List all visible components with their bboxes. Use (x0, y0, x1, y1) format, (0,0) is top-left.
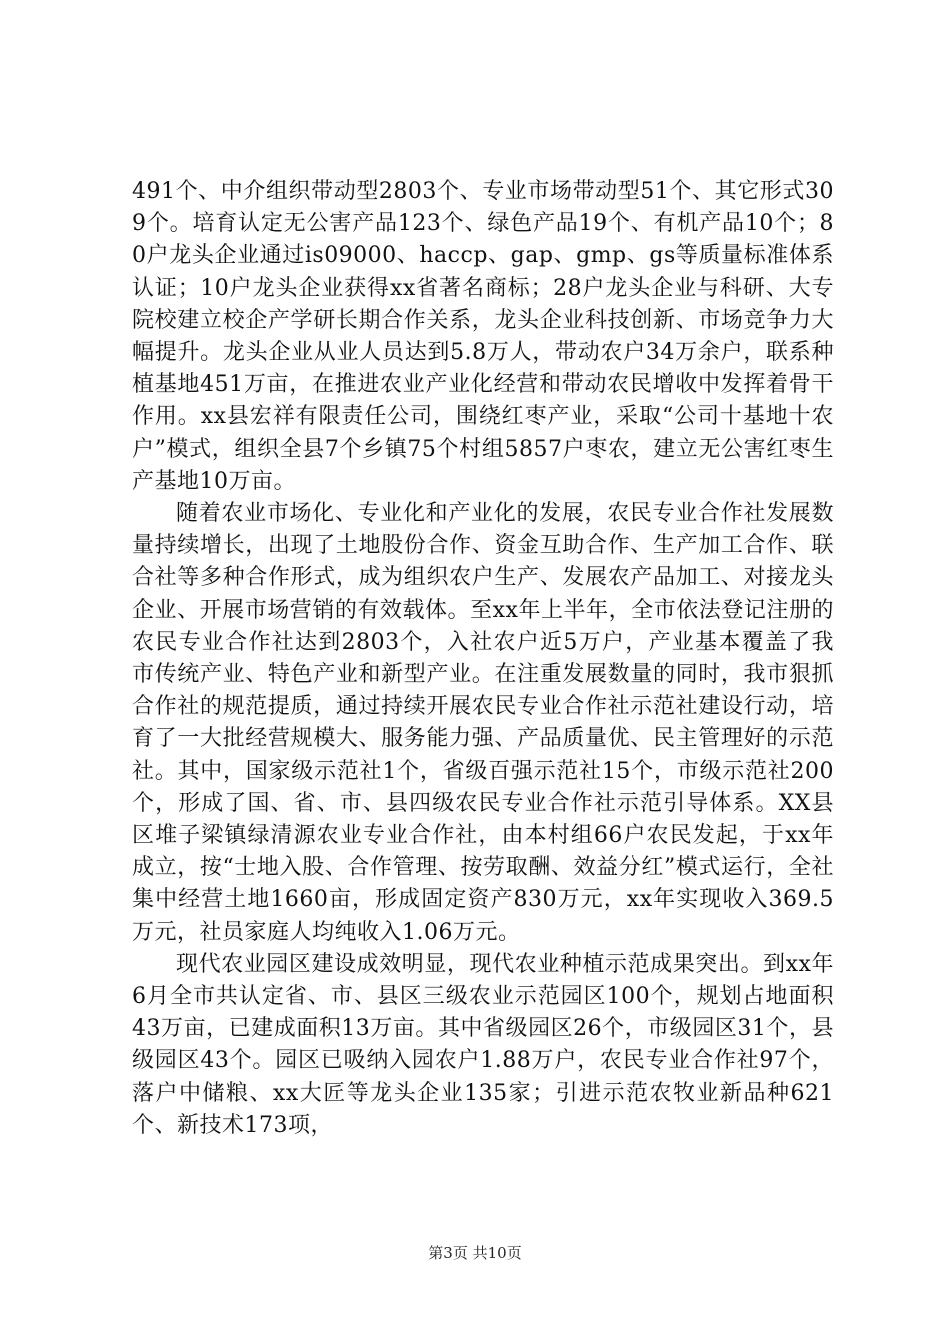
paragraph-3: 现代农业园区建设成效明显，现代农业种植示范成果突出。到xx年6月全市共认定省、市、县区三级农业示范园区100个，规划占地面积43万亩，已建成面积13万亩。其中省级园区26个，市级园区31个，县级园区43个。园区已吸纳入园农户1.88万户，农民专业合作社97个，落户中储粮、xx大匠等龙头企业135家；引进示范农牧业新品种621个、新技术173项， (132, 951, 834, 1138)
paragraph-2: 随着农业市场化、专业化和产业化的发展，农民专业合作社发展数量持续增长，出现了土地股份合作、资金互助合作、生产加工合作、联合社等多种合作形式，成为组织农户生产、发展农产品加工、对接龙头企业、开展市场营销的有效载体。至xx年上半年，全市依法登记注册的农民专业合作社达到2803个，入社农户近5万户，产业基本覆盖了我市传统产业、特色产业和新型产业。在注重发展数量的同时，我市狠抓合作社的规范提质，通过持续开展农民专业合作社示范社建设行动，培育了一大批经营规模大、服务能力强、产品质量优、民主管理好的示范社。其中，国家级示范社1个，省级百强示范社15个，市级示范社200个，形成了国、省、市、县四级农民专业合作社示范引导体系。XX县区堆子梁镇绿清源农业专业合作社，由本村组66户农民发起，于xx年成立，按“士地入股、合作管理、按劳取酬、效益分红”模式运行，全社集中经营土地1660亩，形成固定资产830万元，xx年实现收入369.5万元，社员家庭人均纯收入1.06万元。 (132, 501, 834, 945)
paragraph-1: 491个、中介组织带动型2803个、专业市场带动型51个、其它形式309个。培育认定无公害产品123个、绿色产品19个、有机产品10个；80户龙头企业通过is09000、haccp、gap、gmp、gs等质量标准体系认证；10户龙头企业获得xx省著名商标；28户龙头企业与科研、大专院校建立校企产学研长期合作关系，龙头企业科技创新、市场竞争力大幅提升。龙头企业从业人员达到5.8万人，带动农户34万余户，联系种植基地451万亩，在推进农业产业化经营和带动农民增收中发挥着骨干作用。xx县宏祥有限责任公司，围绕红枣产业，采取“公司十基地十农户”模式，组织全县7个乡镇75个村组5857户枣农，建立无公害红枣生产基地10万亩。 (132, 179, 834, 494)
body-text (132, 176, 834, 1142)
page-footer: 第3页 共10页 (428, 1244, 522, 1262)
